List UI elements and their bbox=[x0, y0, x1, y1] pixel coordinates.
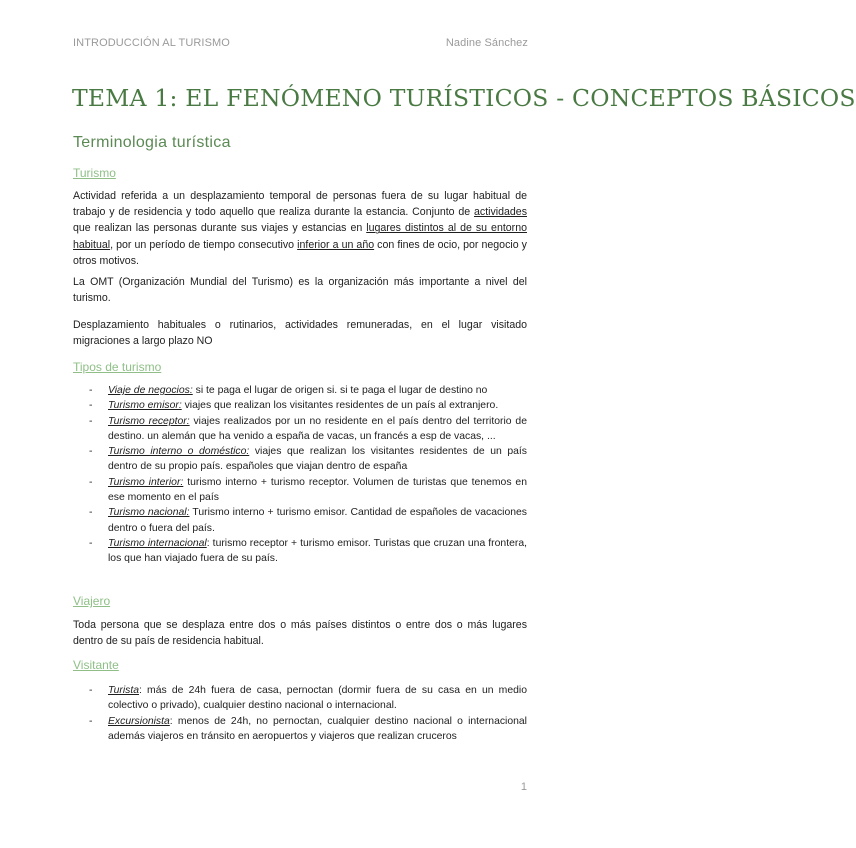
list-item: - Turismo internacional: turismo receptor + turismo emisor. Turistas que cruzan una frontera, los que han viajado fuera de su país. bbox=[89, 537, 527, 565]
heading-visitante: Visitante bbox=[73, 658, 119, 672]
heading-viajero: Viajero bbox=[73, 594, 111, 608]
heading-tipos-de-turismo: Tipos de turismo bbox=[73, 360, 162, 374]
page-title: TEMA 1: EL FENÓMENO TURÍSTICOS - CONCEPTOS BÁSICOS bbox=[72, 84, 856, 112]
list-visitante bbox=[73, 683, 527, 744]
list-item: - Viaje de negocios: si te paga el lugar de origen si. si te paga el lugar de destino no bbox=[89, 385, 488, 396]
header-course: INTRODUCCIÓN AL TURISMO bbox=[73, 37, 230, 49]
list-item: - Turismo nacional: Turismo interno + turismo emisor. Cantidad de españoles de vacaciones dentro o fuera del país. bbox=[89, 507, 528, 534]
list-item: - Turismo receptor: viajes realizados por un no residente en el país dentro del territorio de destino. un alemán que ha venido a españa de vacas, un francés a esp de vacas, ... bbox=[89, 415, 527, 442]
page-number: 1 bbox=[520, 781, 527, 793]
list-tipos-de-turismo bbox=[73, 383, 527, 567]
paragraph-turismo-definition: Actividad referida a un desplazamiento temporal de personas fuera de su lugar habitual de trabajo y de residencia y todo aquello que realiza durante la estancia. Conjunto de actividades que realizan las personas durante sus viajes y estancias en lugares distintos al de su entorno habitual, por un período de tiempo consecutivo inferior a un año con fines de ocio, por negocio y otros motivos. bbox=[73, 190, 527, 267]
list-item: - Turista: más de 24h fuera de casa, pernoctan (dormir fuera de su casa en un medio colectivo o privado), cualquier destino nacional o internacional. bbox=[89, 685, 527, 712]
paragraph-omt: La OMT (Organización Mundial del Turismo) es la organización más importante a nivel del turismo. bbox=[73, 276, 527, 305]
list-item: - Excursionista: menos de 24h, no pernoctan, cualquier destino nacional o internacional además viajeros en tránsito en aeropuertos y viajeros que realizan cruceros bbox=[89, 715, 527, 742]
header-author: Nadine Sánchez bbox=[445, 37, 528, 49]
list-item: - Turismo emisor: viajes que realizan los visitantes residentes de un país al extranjero. bbox=[89, 400, 499, 412]
section-subtitle: Terminologia turística bbox=[73, 134, 231, 151]
list-item: - Turismo interior: turismo interno + turismo receptor. Volumen de turistas que tenemos en ese momento en el país bbox=[89, 476, 527, 504]
heading-turismo: Turismo bbox=[73, 166, 116, 180]
paragraph-desplazamiento: Desplazamiento habituales o rutinarios, actividades remuneradas, en el lugar visitado migraciones a largo plazo NO bbox=[73, 319, 527, 348]
list-item: - Turismo interno o doméstico: viajes que realizan los visitantes residentes de un país dentro de su propio país. españoles que viajan dentro de españa bbox=[89, 446, 527, 473]
paragraph-viajero: Toda persona que se desplaza entre dos o más países distintos o entre dos o más lugares dentro de su país de residencia habitual. bbox=[73, 619, 527, 648]
